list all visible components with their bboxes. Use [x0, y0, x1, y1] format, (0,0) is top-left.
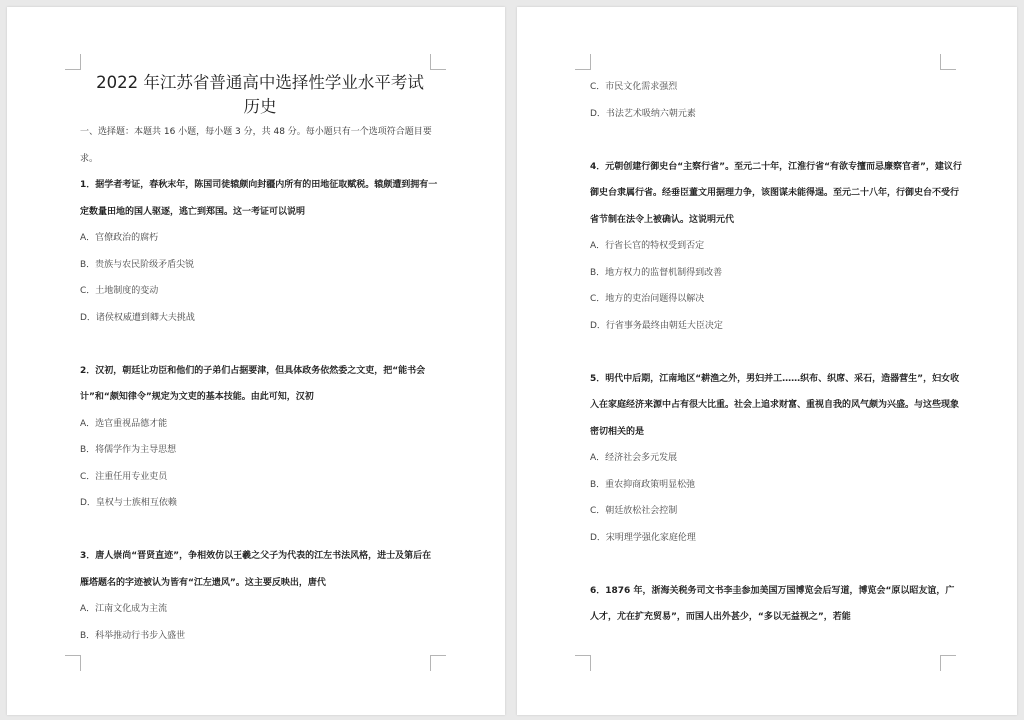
question-2-option-c: C．注重任用专业吏员 [80, 471, 168, 482]
question-5-option-b: B．重农抑商政策明显松弛 [590, 479, 696, 490]
margin-corner-mark [575, 655, 591, 671]
question-5-stem: 5．明代中后期，江南地区“耕渔之外，男妇并工……织布、织席、采石，造器营生”，妇女收入在家庭经济来源中占有很大比重。社会上追求财富、重视自我的风气颇为兴盛。与这些现象密切相关的是 [590, 373, 960, 437]
question-4-option-b: B．地方权力的监督机制得到改善 [590, 267, 723, 278]
question-4-option-c: C．地方的吏治问题得以解决 [590, 294, 705, 304]
question-4-option-d: D．行省事务最终由朝廷大臣决定 [590, 320, 723, 331]
question-2-option-a: A．选官重视品德才能 [80, 418, 168, 429]
blank-line [590, 127, 962, 154]
question-3-stem: 3．唐人崇尚“晋贤直迹”，争相效仿以王羲之父子为代表的江左书法风格，进士及第后在雁塔题名的字迹被认为皆有“江左遗风”。这主要反映出，唐代 [80, 551, 432, 588]
document-page-2 [517, 7, 1017, 715]
question-2-option-d: D．皇权与士族相互依赖 [80, 498, 177, 508]
question-1-option-b: B．贵族与农民阶级矛盾尖锐 [80, 259, 195, 270]
question-1-option-d: D．诸侯权威遭到卿大夫挑战 [80, 312, 195, 323]
question-5-option-d: D．宋明理学强化家庭伦理 [590, 532, 696, 543]
section-instructions: 一、选择题：本题共 16 小题，每小题 3 分，共 48 分。每小题只有一个选项符合题目要求。 [80, 127, 432, 164]
blank-line [80, 517, 440, 544]
margin-corner-mark [430, 655, 446, 671]
margin-corner-mark [65, 655, 81, 671]
margin-corner-mark [940, 655, 956, 671]
question-1-option-a: A．官僚政治的腐朽 [80, 233, 159, 243]
question-3-option-d: D．书法艺术吸纳六朝元素 [590, 108, 696, 119]
question-3-option-a: A．江南文化成为主流 [80, 604, 168, 614]
margin-corner-mark [65, 54, 81, 70]
question-6-stem: 6．1876 年，浙海关税务司文书李圭参加美国万国博览会后写道，博览会“原以昭友谊，广人才，尤在扩充贸易”，而国人出外甚少，“多以无益视之”，若能 [590, 585, 955, 622]
question-5-option-c: C．朝廷放松社会控制 [590, 506, 678, 516]
question-1-option-c: C．土地制度的变动 [80, 286, 159, 296]
question-2-stem: 2．汉初，朝廷让功臣和他们的子弟们占据要津，但具体政务依然委之文吏，把“能书会计”和“颇知律令”规定为文吏的基本技能。由此可知，汉初 [80, 365, 426, 402]
blank-line [590, 339, 962, 366]
question-3-option-c: C．市民文化需求强烈 [590, 82, 678, 92]
margin-corner-mark [940, 54, 956, 70]
document-page-1 [7, 7, 505, 715]
blank-line [590, 551, 962, 578]
page-1-content [80, 71, 440, 649]
margin-corner-mark [575, 54, 591, 70]
blank-line [80, 331, 440, 358]
question-4-option-a: A．行省长官的特权受到否定 [590, 241, 705, 251]
question-1-stem: 1．据学者考证，春秋末年，陈国司徒辕颇向封疆内所有的田地征取赋税。辕颇遭到拥有一定数量田地的国人驱逐，逃亡到郑国。这一考证可以说明 [80, 180, 438, 217]
exam-subject: 历史 [243, 97, 277, 116]
margin-corner-mark [430, 54, 446, 70]
question-5-option-a: A．经济社会多元发展 [590, 453, 678, 463]
exam-title: 2022 年江苏省普通高中选择性学业水平考试 [96, 73, 424, 92]
question-2-option-b: B．将儒学作为主导思想 [80, 445, 177, 455]
question-3-option-b: B．科举推动行书步入盛世 [80, 630, 186, 641]
question-4-stem: 4．元朝创建行御史台“主察行省”。至元二十年，江淮行省“有欲专擅而忌廉察官者”，建议行御史台隶属行省。经垂臣董文用据理力争，该图谋未能得逞。至元二十八年，行御史台不受行省节制在法令上被确认。这说明元代 [590, 161, 962, 225]
page-2-content [590, 74, 962, 631]
